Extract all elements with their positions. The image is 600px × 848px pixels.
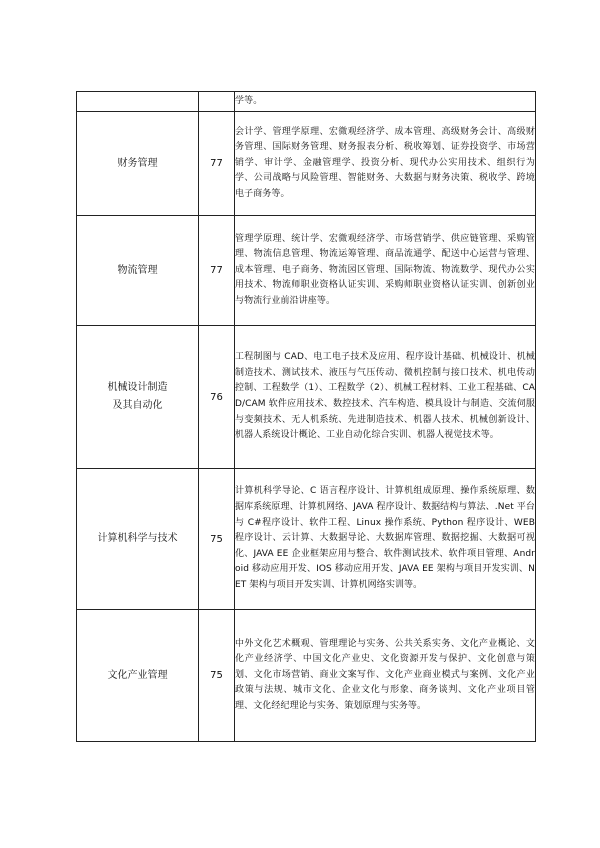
major-name-cell: [77, 112, 199, 216]
major-name-line-2: 及其自动化: [112, 400, 163, 411]
credits-cell: 77: [199, 112, 235, 216]
courses-cell: 会计学、管理学原理、宏微观经济学、成本管理、高级财务会计、高级财务管理、国际财务管理、财务报表分析、税收筹划、证券投资学、市场营销学、审计学、金融管理学、投资分析、现代办公实用技术、组织行为学、公司战略与风险管理、智能财务、大数据与财务决策、税收学、跨境电子商务等。: [235, 112, 536, 216]
table-row: [77, 610, 536, 742]
major-name-line-1: 机械设计制造: [107, 382, 168, 393]
major-name-cell: [77, 326, 199, 469]
courses-cell: 计算机科学导论、C 语言程序设计、计算机组成原理、操作系统原理、数据库系统原理、计算机网络、JAVA 程序设计、数据结构与算法、.Net 平台与 C#程序设计、软件工程、Linux 操作系统、Python 程序设计、WEB 程序设计、云计算、大数据导论、大数据库管理、数据挖掘、大数据可视化、JAVA EE 企业框架应用与整合、软件测试技术、软件项目管理、Android 移动应用开发、IOS 移动应用开发、JAVA EE 架构与项目开发实训、NET 架构与项目开发实训、计算机网络实训等。: [235, 469, 536, 610]
table-row: [77, 469, 536, 610]
courses-cell: 工程制图与 CAD、电工电子技术及应用、程序设计基础、机械设计、机械制造技术、测试技术、液压与气压传动、微机控制与接口技术、机电传动控制、工程数学（1）、工程数学（2）、机械工程材料、工业工程基础、CAD/CAM 软件应用技术、数控技术、汽车构造、模具设计与制造、交流伺服与变频技术、无人机系统、先进制造技术、机器人技术、机械创新设计、机器人系统设计概论、工业自动化综合实训、机器人视觉技术等。: [235, 326, 536, 469]
credits-cell: 75: [199, 469, 235, 610]
courses-cell: 管理学原理、统计学、宏微观经济学、市场营销学、供应链管理、采购管理、物流信息管理、物流运筹管理、商品流通学、配送中心运营与管理、成本管理、电子商务、物流园区管理、国际物流、物流数学、现代办公实用技术、物流师职业资格认证实训、采购师职业资格认证实训、创新创业与物流行业前沿讲座等。: [235, 216, 536, 326]
table-row: [77, 326, 536, 469]
major-courses-table: [76, 91, 536, 742]
major-name: 物流管理: [117, 264, 158, 276]
credits-cell: 77: [199, 216, 235, 326]
major-name-cell: [77, 610, 199, 742]
table-row: [77, 92, 536, 112]
courses-cell: 学等。: [235, 92, 536, 112]
credits-cell: 75: [199, 610, 235, 742]
table-row: [77, 112, 536, 216]
credits-cell: 76: [199, 326, 235, 469]
major-name-cell: [77, 469, 199, 610]
credits-cell: [199, 92, 235, 112]
courses-cell: 中外文化艺术概观、管理理论与实务、公共关系实务、文化产业概论、文化产业经济学、中国文化产业史、文化资源开发与保护、文化创意与策划、文化市场营销、商业文案写作、文化产业商业模式与案例、文化产业政策与法规、城市文化、企业文化与形象、商务谈判、文化产业项目管理、文化经纪理论与实务、策划原理与实务等。: [235, 610, 536, 742]
table-row: [77, 216, 536, 326]
major-name: 文化产业管理: [107, 669, 168, 681]
major-name: 计算机科学与技术: [97, 533, 178, 544]
major-name-cell: [77, 216, 199, 326]
major-name: 财务管理: [117, 157, 158, 169]
major-name-cell: [77, 92, 199, 112]
